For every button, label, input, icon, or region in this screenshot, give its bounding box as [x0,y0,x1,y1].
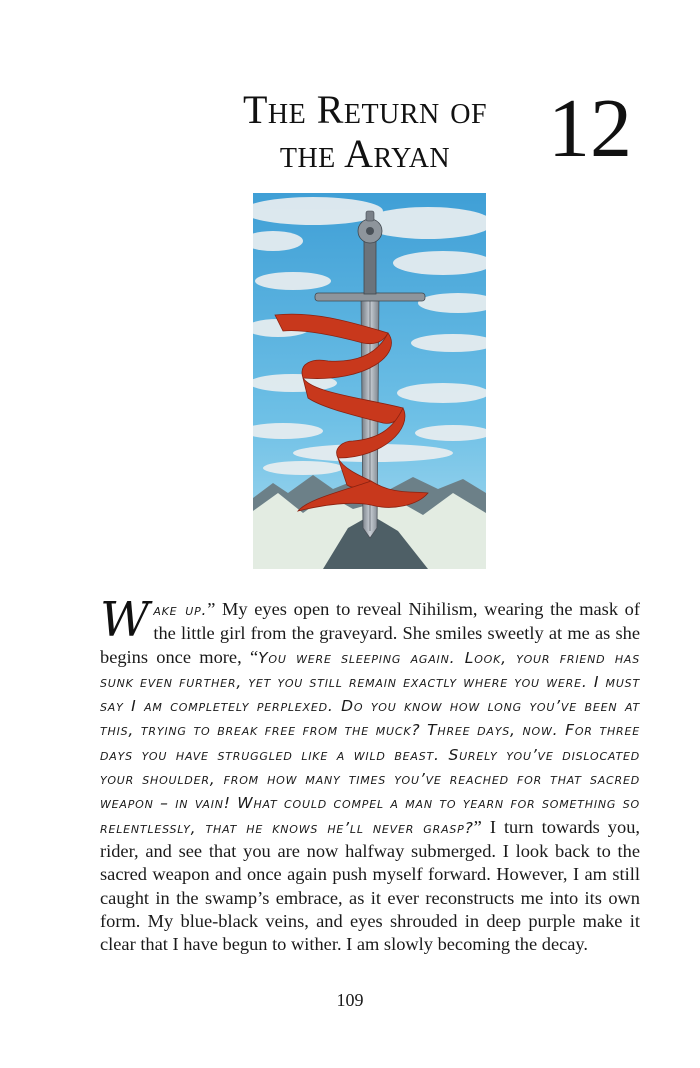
body-text [100,592,640,956]
sword-grip [364,238,376,294]
nihilism-quote: You were sleeping again. Look, your friend has sunk even further, yet you still remain exactly where you were. I must say I am completely perplexed. Do you know how long you’ve been at this, trying to break free from the muck? Three days, now. For three days you have struggled like a wild beast. Surely you’ve dislocated your shoulder, from how many times you’ve reached for that sacred weapon – in vain! What could compel a man to yearn for something so relentlessly, that he knows he’ll never grasp? [100,648,640,837]
opening-small-caps: ake up. [153,601,208,619]
page-number: 109 [336,990,364,1010]
chapter-title-line-2: the Aryan [279,131,451,176]
chapter-title [210,88,520,176]
chapter-title-line-1: The Return of [242,87,488,132]
chapter-illustration [253,193,486,569]
narration-part-2: ” I turn towards you, rider, and see that you are now halfway submerged. I look back to the sacred weapon and once again push myself forward. However, I am still caught in the swamp’s embrace, as it ever reconstructs me into its own form. My blue-black veins, and eyes shrouded in deep purple make it clear that I have begun to wither. I am slowly becoming the decay. [100,816,640,955]
chapter-number: 12 [548,82,632,175]
narration-part-1: ” My eyes open to reveal Nihilism, wearing the mask of the little girl from the graveyard. She smiles sweetly at me as she begins once more, “ [100,599,640,667]
drop-cap: W [100,592,150,648]
